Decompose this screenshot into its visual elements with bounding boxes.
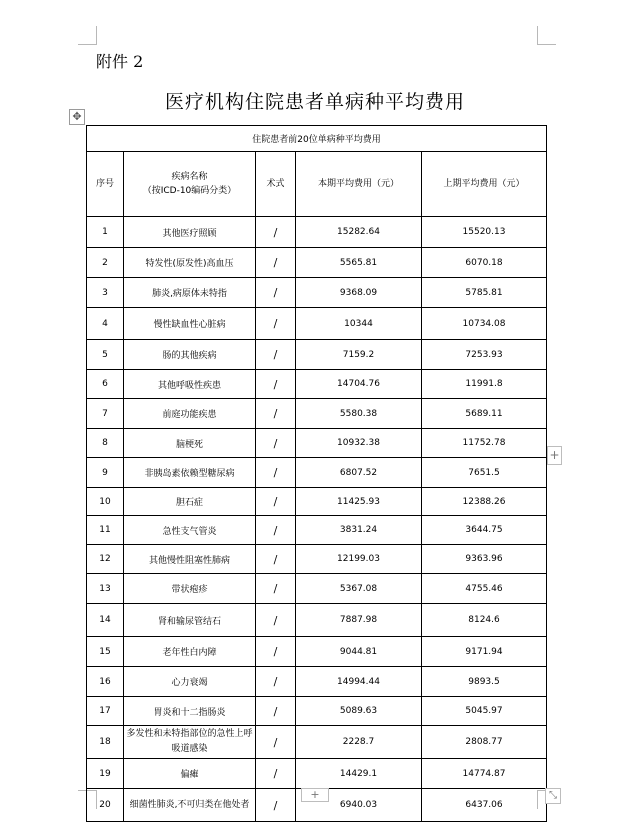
row-number: 8 bbox=[87, 429, 124, 458]
surgery-type: / bbox=[256, 759, 296, 789]
current-avg-cost: 5089.63 bbox=[296, 697, 422, 726]
row-number: 4 bbox=[87, 308, 124, 340]
row-number: 18 bbox=[87, 726, 124, 759]
header-no: 序号 bbox=[87, 152, 124, 217]
previous-avg-cost: 8124.6 bbox=[422, 604, 547, 637]
disease-name: 其他慢性阻塞性肺病 bbox=[124, 545, 256, 574]
table-row bbox=[87, 399, 547, 429]
disease-name: 慢性缺血性心脏病 bbox=[124, 308, 256, 340]
row-number: 19 bbox=[87, 759, 124, 789]
current-avg-cost: 12199.03 bbox=[296, 545, 422, 574]
current-avg-cost: 5580.38 bbox=[296, 399, 422, 429]
table-caption: 住院患者前20位单病种平均费用 bbox=[87, 126, 547, 152]
current-avg-cost: 10932.38 bbox=[296, 429, 422, 458]
surgery-type: / bbox=[256, 248, 296, 278]
disease-name: 细菌性肺炎,不可归类在他处者 bbox=[124, 789, 256, 822]
table-row bbox=[87, 308, 547, 340]
current-avg-cost: 2228.7 bbox=[296, 726, 422, 759]
table-row bbox=[87, 370, 547, 399]
current-avg-cost: 9368.09 bbox=[296, 278, 422, 308]
row-number: 9 bbox=[87, 458, 124, 488]
previous-avg-cost: 7253.93 bbox=[422, 340, 547, 370]
surgery-type: / bbox=[256, 637, 296, 667]
table-row bbox=[87, 604, 547, 637]
header-row bbox=[87, 152, 547, 217]
surgery-type: / bbox=[256, 574, 296, 604]
surgery-type: / bbox=[256, 340, 296, 370]
current-avg-cost: 5367.08 bbox=[296, 574, 422, 604]
add-row-button[interactable] bbox=[301, 788, 329, 802]
table-row bbox=[87, 726, 547, 759]
current-avg-cost: 5565.81 bbox=[296, 248, 422, 278]
row-number: 20 bbox=[87, 789, 124, 822]
disease-name: 特发性(原发性)高血压 bbox=[124, 248, 256, 278]
disease-name: 前庭功能疾患 bbox=[124, 399, 256, 429]
current-avg-cost: 10344 bbox=[296, 308, 422, 340]
current-avg-cost: 7887.98 bbox=[296, 604, 422, 637]
diagonal-resize-icon: ⤡ bbox=[549, 790, 557, 801]
table-move-handle[interactable] bbox=[69, 109, 85, 125]
caption-row bbox=[87, 126, 547, 152]
previous-avg-cost: 12388.26 bbox=[422, 488, 547, 516]
previous-avg-cost: 3644.75 bbox=[422, 516, 547, 545]
previous-avg-cost: 6070.18 bbox=[422, 248, 547, 278]
plus-icon: + bbox=[549, 448, 560, 462]
previous-avg-cost: 7651.5 bbox=[422, 458, 547, 488]
crop-mark-top-left bbox=[78, 26, 97, 45]
header-disease bbox=[124, 152, 256, 217]
previous-avg-cost: 15520.13 bbox=[422, 217, 547, 248]
surgery-type: / bbox=[256, 488, 296, 516]
row-number: 16 bbox=[87, 667, 124, 697]
disease-name: 肺炎,病原体未特指 bbox=[124, 278, 256, 308]
four-arrows-move-icon: ✥ bbox=[72, 110, 82, 123]
table-row bbox=[87, 667, 547, 697]
attachment-label: 附件 2 bbox=[96, 52, 144, 71]
crop-mark-top-right bbox=[537, 26, 556, 45]
row-number: 13 bbox=[87, 574, 124, 604]
previous-avg-cost: 9171.94 bbox=[422, 637, 547, 667]
table-row bbox=[87, 429, 547, 458]
previous-avg-cost: 5045.97 bbox=[422, 697, 547, 726]
row-number: 2 bbox=[87, 248, 124, 278]
table-row bbox=[87, 637, 547, 667]
previous-avg-cost: 11991.8 bbox=[422, 370, 547, 399]
current-avg-cost: 14429.1 bbox=[296, 759, 422, 789]
table-row bbox=[87, 697, 547, 726]
plus-icon: + bbox=[310, 788, 320, 801]
previous-avg-cost: 5785.81 bbox=[422, 278, 547, 308]
surgery-type: / bbox=[256, 789, 296, 822]
surgery-type: / bbox=[256, 545, 296, 574]
table-row bbox=[87, 248, 547, 278]
surgery-type: / bbox=[256, 308, 296, 340]
disease-name: 心力衰竭 bbox=[124, 667, 256, 697]
row-number: 1 bbox=[87, 217, 124, 248]
disease-name: 急性支气管炎 bbox=[124, 516, 256, 545]
disease-name: 偏瘫 bbox=[124, 759, 256, 789]
row-number: 3 bbox=[87, 278, 124, 308]
surgery-type: / bbox=[256, 604, 296, 637]
cost-table bbox=[86, 125, 547, 822]
surgery-type: / bbox=[256, 726, 296, 759]
table-row bbox=[87, 574, 547, 604]
row-number: 14 bbox=[87, 604, 124, 637]
disease-name: 其他医疗照顾 bbox=[124, 217, 256, 248]
previous-avg-cost: 2808.77 bbox=[422, 726, 547, 759]
surgery-type: / bbox=[256, 370, 296, 399]
surgery-type: / bbox=[256, 429, 296, 458]
header-previous-cost: 上期平均费用（元） bbox=[422, 152, 547, 217]
previous-avg-cost: 9893.5 bbox=[422, 667, 547, 697]
table-row bbox=[87, 458, 547, 488]
surgery-type: / bbox=[256, 278, 296, 308]
disease-name: 肾和输尿管结石 bbox=[124, 604, 256, 637]
disease-name: 肠的其他疾病 bbox=[124, 340, 256, 370]
disease-name: 带状疱疹 bbox=[124, 574, 256, 604]
current-avg-cost: 6807.52 bbox=[296, 458, 422, 488]
surgery-type: / bbox=[256, 667, 296, 697]
table-row bbox=[87, 516, 547, 545]
current-avg-cost: 11425.93 bbox=[296, 488, 422, 516]
current-avg-cost: 15282.64 bbox=[296, 217, 422, 248]
table-row bbox=[87, 545, 547, 574]
current-avg-cost: 7159.2 bbox=[296, 340, 422, 370]
previous-avg-cost: 14774.87 bbox=[422, 759, 547, 789]
add-column-button[interactable] bbox=[547, 446, 562, 465]
header-surgery: 术式 bbox=[256, 152, 296, 217]
document-title: 医疗机构住院患者单病种平均费用 bbox=[164, 91, 465, 113]
disease-name: 多发性和未特指部位的急性上呼吸道感染 bbox=[124, 726, 256, 759]
table-row bbox=[87, 488, 547, 516]
surgery-type: / bbox=[256, 217, 296, 248]
row-number: 6 bbox=[87, 370, 124, 399]
disease-name: 脑梗死 bbox=[124, 429, 256, 458]
previous-avg-cost: 4755.46 bbox=[422, 574, 547, 604]
header-disease-line2: （按ICD-10编码分类） bbox=[142, 186, 237, 196]
current-avg-cost: 3831.24 bbox=[296, 516, 422, 545]
row-number: 10 bbox=[87, 488, 124, 516]
disease-name: 胆石症 bbox=[124, 488, 256, 516]
table-row bbox=[87, 278, 547, 308]
disease-name: 其他呼吸性疾患 bbox=[124, 370, 256, 399]
table-row bbox=[87, 759, 547, 789]
disease-name: 非胰岛素依赖型糖尿病 bbox=[124, 458, 256, 488]
surgery-type: / bbox=[256, 399, 296, 429]
surgery-type: / bbox=[256, 516, 296, 545]
row-number: 7 bbox=[87, 399, 124, 429]
surgery-type: / bbox=[256, 697, 296, 726]
header-current-cost: 本期平均费用（元） bbox=[296, 152, 422, 217]
row-number: 15 bbox=[87, 637, 124, 667]
current-avg-cost: 9044.81 bbox=[296, 637, 422, 667]
current-avg-cost: 14704.76 bbox=[296, 370, 422, 399]
current-avg-cost: 14994.44 bbox=[296, 667, 422, 697]
previous-avg-cost: 10734.08 bbox=[422, 308, 547, 340]
table-resize-handle[interactable] bbox=[545, 788, 561, 804]
previous-avg-cost: 9363.96 bbox=[422, 545, 547, 574]
current-avg-cost: 6940.03 bbox=[296, 789, 422, 822]
previous-avg-cost: 5689.11 bbox=[422, 399, 547, 429]
disease-name: 老年性白内障 bbox=[124, 637, 256, 667]
row-number: 5 bbox=[87, 340, 124, 370]
row-number: 12 bbox=[87, 545, 124, 574]
previous-avg-cost: 6437.06 bbox=[422, 789, 547, 822]
disease-name: 胃炎和十二指肠炎 bbox=[124, 697, 256, 726]
row-number: 17 bbox=[87, 697, 124, 726]
table-row bbox=[87, 217, 547, 248]
row-number: 11 bbox=[87, 516, 124, 545]
table-row bbox=[87, 340, 547, 370]
previous-avg-cost: 11752.78 bbox=[422, 429, 547, 458]
surgery-type: / bbox=[256, 458, 296, 488]
header-disease-line1: 疾病名称 bbox=[171, 172, 208, 182]
